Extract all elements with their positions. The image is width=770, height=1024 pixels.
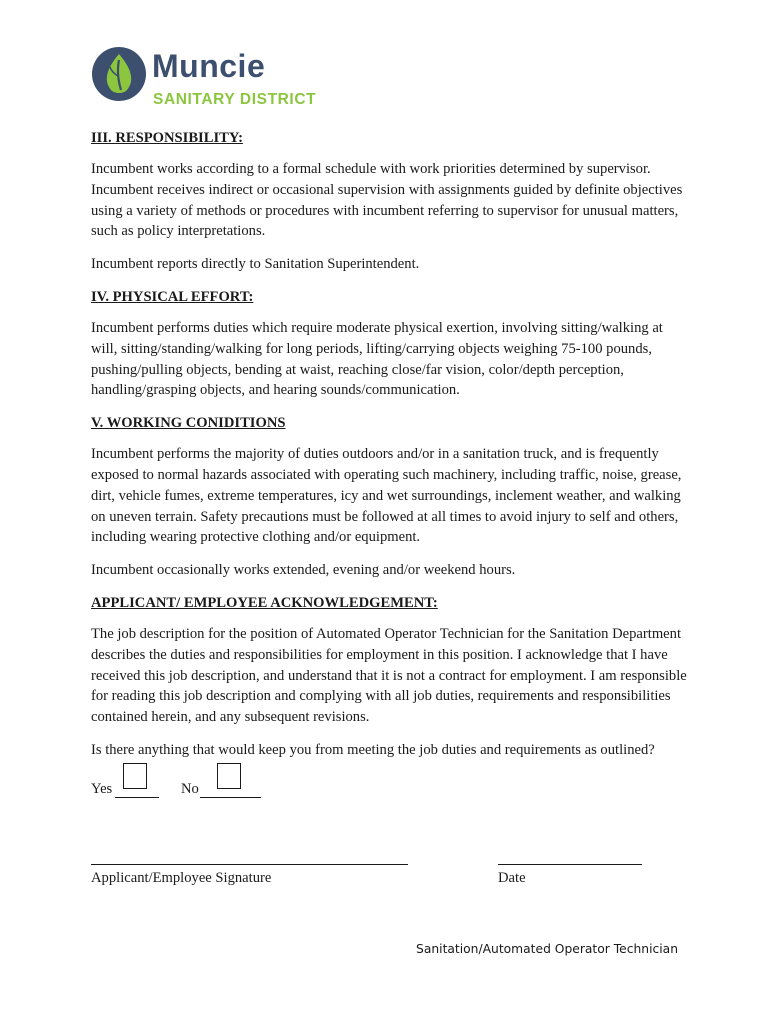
signature-line[interactable] bbox=[91, 864, 408, 865]
yes-no-row bbox=[91, 763, 691, 797]
no-checkbox[interactable] bbox=[217, 763, 241, 789]
footer-text: Sanitation/Automated Operator Technician bbox=[416, 942, 678, 956]
yes-label: Yes bbox=[91, 780, 113, 797]
acknowledgement-heading: APPLICANT/ EMPLOYEE ACKNOWLEDGEMENT: bbox=[91, 594, 438, 611]
logo-name: Muncie bbox=[152, 48, 266, 84]
document-body bbox=[91, 128, 691, 797]
no-underline bbox=[200, 797, 261, 798]
no-label: No bbox=[181, 780, 199, 797]
date-label: Date bbox=[498, 870, 526, 886]
hours-paragraph: Incumbent occasionally works extended, evening and/or weekend hours. bbox=[91, 562, 516, 579]
date-line[interactable] bbox=[498, 864, 642, 865]
physical-effort-paragraph: Incumbent performs duties which require moderate physical exertion, involving sitting/walking at will, sitting/standing/walking for long periods, lifting/carrying objects weighing 75-100 pounds, pushing/pulling objects, bending at waist, reaching close/far vision, color/depth perception, handling/grasping objects, and hearing sounds/communication. bbox=[91, 319, 663, 399]
physical-effort-heading: IV. PHYSICAL EFFORT: bbox=[91, 288, 254, 305]
acknowledgement-paragraph: The job description for the position of Automated Operator Technician for the Sanitation Department describes the duties and responsibilities for employment in this position. I acknowledge that I have received this job description, and understand that it is not a contract for employment. I am responsible for reading this job description and complying with all job duties, requirements and responsibilities contained herein, and any subsequent revisions. bbox=[91, 625, 687, 726]
yes-underline bbox=[115, 797, 159, 798]
question-text: Is there anything that would keep you from meeting the job duties and requirements as outlined? bbox=[91, 741, 655, 758]
signature-label: Applicant/Employee Signature bbox=[91, 870, 272, 886]
responsibility-heading: III. RESPONSIBILITY: bbox=[91, 130, 243, 146]
working-conditions-heading: V. WORKING CONIDITIONS bbox=[91, 415, 286, 432]
droplet-leaf-icon bbox=[91, 46, 147, 102]
reports-to-paragraph: Incumbent reports directly to Sanitation Superintendent. bbox=[91, 256, 420, 273]
working-conditions-paragraph: Incumbent performs the majority of duties outdoors and/or in a sanitation truck, and is frequently exposed to normal hazards associated with operating such machinery, including traffic, noise, grease, dirt, vehicle fumes, extreme temperatures, icy and wet surroundings, inclement weather, and walking on uneven terrain. Safety precautions must be followed at all times to avoid injury to self and others, including wearing protective clothing and/or equipment. bbox=[91, 446, 682, 546]
yes-checkbox[interactable] bbox=[123, 763, 147, 789]
muncie-logo bbox=[91, 44, 321, 114]
responsibility-paragraph: Incumbent works according to a formal schedule with work priorities determined by supervisor. Incumbent receives indirect or occasional supervision with assignments guided by definite objectives using a variety of methods or procedures with incumbent referring to supervisor for unusual matters, such as policy interpretations. bbox=[91, 161, 683, 240]
logo-subtitle: SANITARY DISTRICT bbox=[153, 91, 317, 108]
